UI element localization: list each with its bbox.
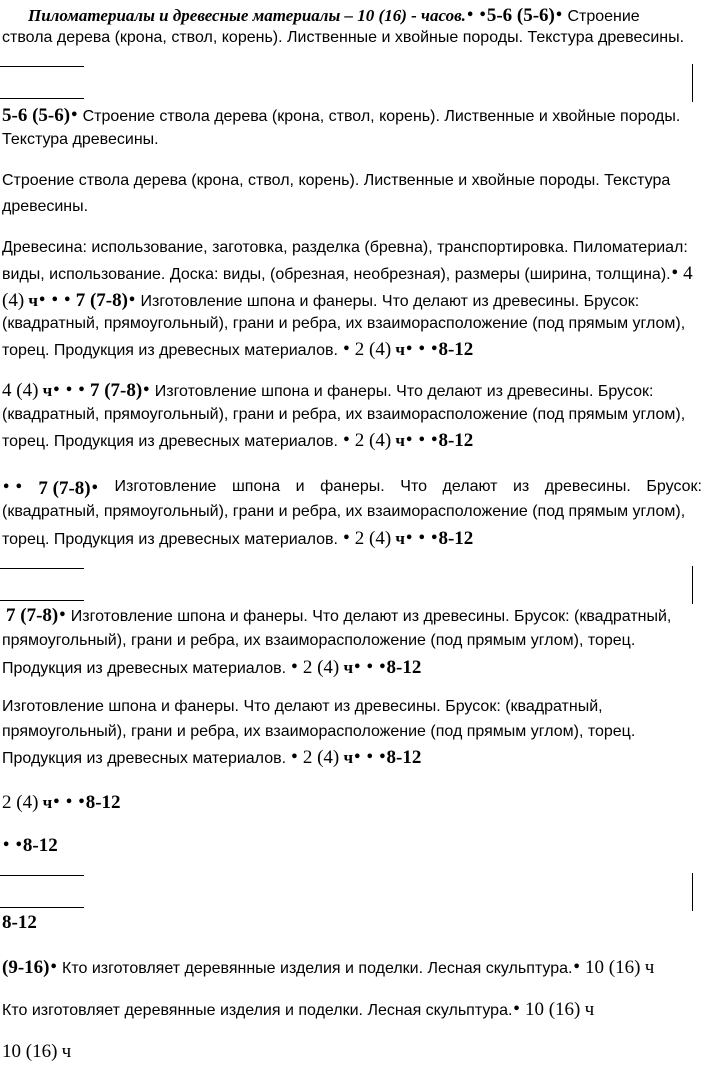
bullet: • bbox=[378, 660, 387, 675]
block3-code: 8-12 bbox=[2, 912, 37, 933]
bullet: • bbox=[14, 838, 23, 853]
block2-line-1 bbox=[6, 606, 671, 625]
bullet: • bbox=[52, 795, 61, 810]
lesson-code: 7 (7-8) bbox=[89, 380, 143, 401]
bullet: • bbox=[405, 531, 414, 546]
hours: 2 (4) bbox=[354, 430, 392, 451]
bullet: • bbox=[342, 433, 351, 448]
bullet: • bbox=[63, 293, 72, 308]
header-line-1 bbox=[28, 6, 640, 25]
bullet: • bbox=[64, 383, 74, 398]
lesson-code: 8-12 bbox=[438, 339, 474, 360]
bullet: • bbox=[572, 960, 581, 975]
veneer-line-2: прямоугольный), грани и ребра, их взаиморасположение (под прямым углом), торец. bbox=[2, 723, 636, 740]
divider bbox=[0, 98, 84, 99]
dots-word: и bbox=[295, 478, 305, 495]
bullet: • bbox=[77, 795, 86, 810]
veneer-text: Продукция из древесных материалов. bbox=[2, 750, 287, 767]
dots-word: делают bbox=[442, 478, 498, 495]
lesson-code: 7 (7-8) bbox=[75, 290, 128, 311]
bullet: • bbox=[2, 838, 11, 853]
bullet: • bbox=[70, 108, 79, 123]
wood-text: виды, использование. Доска: виды, (обрезная, необрезная), размеры (ширина, толщина). bbox=[2, 266, 671, 283]
lesson-code: 7 (7-8) bbox=[6, 605, 59, 626]
bullet: • bbox=[512, 1002, 521, 1017]
dots-word: Изготовление bbox=[114, 478, 217, 495]
bullet: • bbox=[430, 531, 439, 546]
wood-line-5 bbox=[2, 340, 473, 359]
header-text: Строение bbox=[567, 8, 640, 25]
margin-bar bbox=[692, 873, 693, 911]
bullet: • bbox=[142, 383, 151, 398]
dots-word: Брусок: bbox=[646, 478, 702, 495]
lesson-code: 5-6 (5-6) bbox=[486, 5, 555, 26]
header-line-2: ствола дерева (крона, ствол, корень). Лиственные и хвойные породы. Текстура древесины. bbox=[2, 29, 685, 46]
bullet: • bbox=[64, 795, 74, 810]
hours-unit: ч bbox=[42, 381, 53, 400]
hours: (4) bbox=[2, 290, 25, 311]
bullet: • bbox=[90, 481, 99, 496]
lesson-code: 8-12 bbox=[438, 528, 474, 549]
bullet: • bbox=[465, 8, 475, 23]
bullet: • bbox=[290, 750, 299, 765]
hours-unit: ч bbox=[343, 658, 354, 677]
lesson-code: 8-12 bbox=[438, 430, 474, 451]
hours-unit: ч bbox=[61, 1041, 72, 1062]
course-title: Пиломатериалы и древесные материалы – 10 (16) - часов. bbox=[28, 6, 466, 25]
nine-text: Кто изготовляет деревянные изделия и поделки. Лесная скульптура. bbox=[62, 960, 573, 977]
structure-line-2: древесины. bbox=[2, 198, 89, 215]
bullet: • bbox=[58, 608, 67, 623]
margin-bar bbox=[692, 64, 693, 102]
who-line bbox=[2, 1000, 594, 1019]
nine-line bbox=[2, 958, 654, 977]
two-line bbox=[2, 793, 121, 812]
bullet: • bbox=[365, 660, 374, 675]
dots-word: древесины. bbox=[544, 478, 631, 495]
dots-line-2: (квадратный, прямоугольный), грани и ребра, их взаиморасположение (под прямым углом), bbox=[2, 503, 686, 520]
hours: 10 (16) bbox=[524, 999, 581, 1020]
hours-unit: ч bbox=[42, 793, 53, 812]
hours-unit: ч bbox=[28, 291, 38, 310]
block2-line-3 bbox=[2, 658, 421, 677]
dots-word: Что bbox=[400, 478, 427, 495]
hours-unit: ч bbox=[395, 340, 405, 359]
dots-line-3 bbox=[2, 529, 473, 548]
four-text: торец. Продукция из древесных материалов. bbox=[2, 433, 338, 450]
dots-text: торец. Продукция из древесных материалов. bbox=[2, 531, 338, 548]
hours: 2 (4) bbox=[354, 528, 392, 549]
margin-bar bbox=[692, 566, 693, 604]
hours: 4 bbox=[683, 263, 693, 284]
bullet: • bbox=[670, 266, 679, 281]
divider bbox=[0, 875, 84, 876]
hours: 2 (4) bbox=[302, 657, 340, 678]
hours-unit: ч bbox=[395, 529, 405, 548]
divider bbox=[0, 66, 84, 67]
block1-line-1 bbox=[2, 106, 680, 125]
bullet: • bbox=[50, 293, 59, 308]
hours-unit: ч bbox=[584, 999, 595, 1020]
lesson-code-text: 7 (7-8) bbox=[38, 478, 91, 499]
hours-unit: ч bbox=[395, 431, 405, 450]
bullet: • bbox=[353, 750, 362, 765]
lesson-code: 8-12 bbox=[386, 747, 422, 768]
wood-text: Изготовление шпона и фанеры. Что делают из древесины. Брусок: bbox=[140, 293, 640, 310]
wood-line-4: (квадратный, прямоугольный), грани и ребра, их взаиморасположение (под прямым углом), bbox=[2, 315, 686, 332]
bullet: • bbox=[417, 342, 426, 357]
four-line-2: (квадратный, прямоугольный), грани и ребра, их взаиморасположение (под прямым углом), bbox=[2, 406, 686, 423]
lesson-code: 8-12 bbox=[85, 792, 121, 813]
dots-line-1 bbox=[2, 479, 702, 498]
dots-word: шпона bbox=[231, 478, 281, 495]
wood-text: торец. Продукция из древесных материалов. bbox=[2, 342, 338, 359]
bullet: • bbox=[342, 531, 351, 546]
lesson-code: 8-12 bbox=[386, 657, 422, 678]
lesson-code: 5-6 (5-6) bbox=[2, 105, 71, 126]
hours: 10 (16) bbox=[585, 957, 641, 978]
code-line bbox=[2, 836, 58, 855]
block1-text: Строение ствола дерева (крона, ствол, корень). Лиственные и хвойные породы. bbox=[82, 108, 681, 125]
bullet: • bbox=[554, 8, 564, 23]
four-text: Изготовление шпона и фанеры. Что делают из древесины. Брусок: bbox=[154, 383, 654, 400]
dots-word: фанеры. bbox=[320, 478, 385, 495]
bullet: • bbox=[353, 660, 362, 675]
bullet: • bbox=[38, 293, 47, 308]
wood-line-3 bbox=[2, 291, 639, 310]
block2-text: Продукция из древесных материалов. bbox=[2, 660, 287, 677]
hours: 10 (16) bbox=[2, 1041, 58, 1062]
hours: 2 (4) bbox=[354, 339, 392, 360]
bullet: • bbox=[14, 480, 23, 495]
four-line-1 bbox=[2, 381, 654, 400]
four-line-3 bbox=[2, 431, 473, 450]
bullet: • bbox=[49, 960, 58, 975]
bullet: • bbox=[127, 293, 137, 308]
wood-line-1: Древесина: использование, заготовка, разделка (бревна), транспортировка. Пиломатериал: bbox=[2, 239, 688, 256]
bullet: • bbox=[417, 433, 426, 448]
veneer-line-1: Изготовление шпона и фанеры. Что делают из древесины. Брусок: (квадратный, bbox=[2, 698, 603, 715]
wood-line-2 bbox=[2, 264, 693, 283]
divider bbox=[0, 907, 84, 908]
hours-unit: ч bbox=[644, 957, 655, 978]
divider bbox=[0, 568, 84, 569]
veneer-line-3 bbox=[2, 748, 421, 767]
bullet: • bbox=[430, 433, 439, 448]
hours-unit: ч bbox=[343, 748, 354, 767]
hours: 2 (4) bbox=[2, 792, 39, 813]
bullet: • bbox=[365, 750, 374, 765]
bullet: • bbox=[405, 433, 414, 448]
lesson-code bbox=[38, 479, 99, 498]
block1-line-2: Текстура древесины. bbox=[2, 131, 159, 148]
bullet: • bbox=[52, 383, 61, 398]
structure-line-1: Строение ствола дерева (крона, ствол, корень). Лиственные и хвойные породы. Текстура bbox=[2, 172, 671, 189]
block2-line-2: прямоугольный), грани и ребра, их взаиморасположение (под прямым углом), торец. bbox=[2, 632, 636, 649]
divider bbox=[0, 600, 84, 601]
hours: 4 (4) bbox=[2, 380, 39, 401]
bullet: • bbox=[2, 480, 11, 495]
bullet: • bbox=[378, 750, 387, 765]
dots-word: из bbox=[512, 478, 530, 495]
bullet: • bbox=[430, 342, 439, 357]
bullet: • bbox=[342, 342, 351, 357]
bullet: • bbox=[405, 342, 414, 357]
lesson-code: (9-16) bbox=[2, 957, 50, 978]
bullet: • bbox=[290, 660, 299, 675]
bullet: • bbox=[478, 8, 487, 23]
block2-text: Изготовление шпона и фанеры. Что делают из древесины. Брусок: (квадратный, bbox=[70, 608, 672, 625]
lesson-code: 8-12 bbox=[22, 835, 58, 856]
ten-line bbox=[2, 1042, 71, 1061]
hours: 2 (4) bbox=[302, 747, 340, 768]
bullet: • bbox=[417, 531, 426, 546]
who-text: Кто изготовляет деревянные изделия и поделки. Лесная скульптура. bbox=[2, 1002, 513, 1019]
bullet: • bbox=[77, 383, 86, 398]
